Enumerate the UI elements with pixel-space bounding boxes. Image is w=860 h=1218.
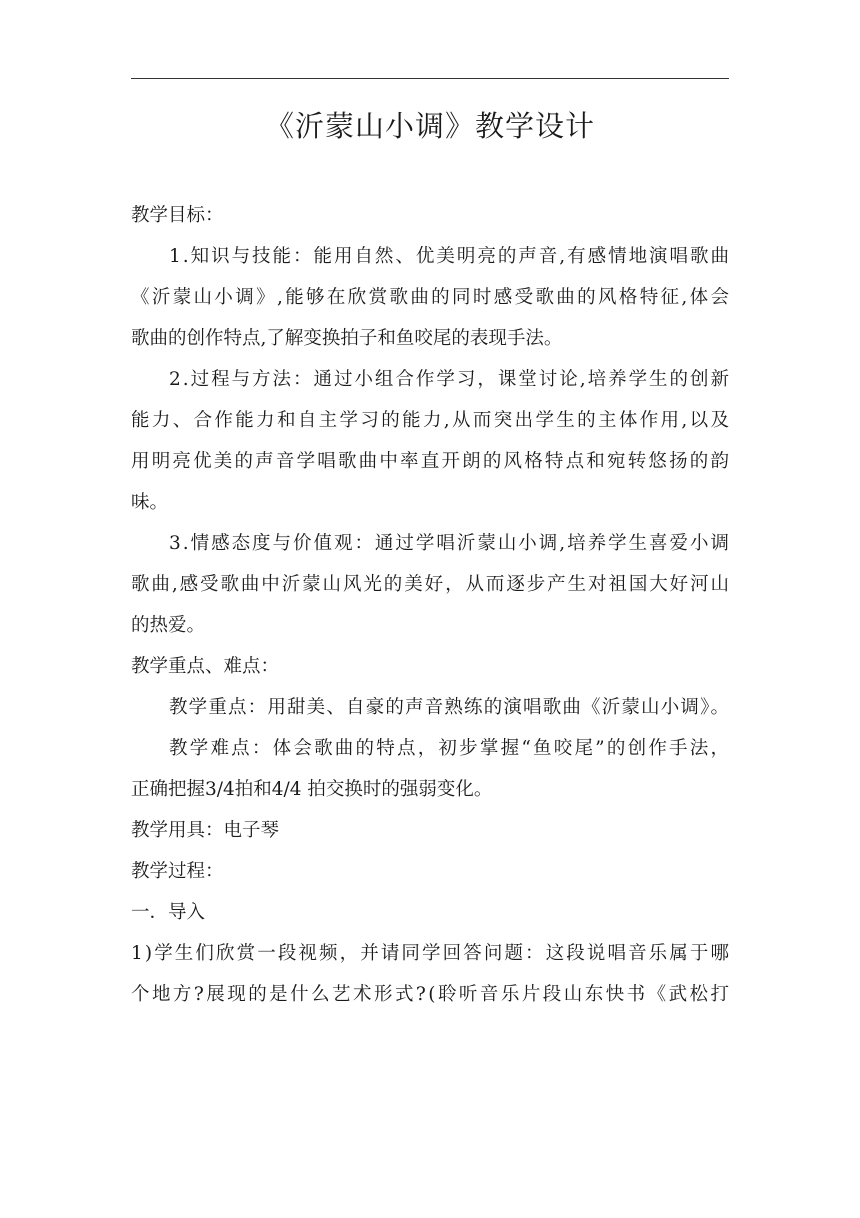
text-line: 歌曲的创作特点,了解变换拍子和鱼咬尾的表现手法。 xyxy=(131,328,563,349)
text-line: 教学用具：电子琴 xyxy=(131,820,280,841)
text-line: 教学重点：用甜美、自豪的声音熟练的演唱歌曲《沂蒙山小调》。 xyxy=(169,697,731,718)
text-line: 1)学生们欣赏一段视频，并请同学回答问题：这段说唱音乐属于哪 xyxy=(131,943,732,964)
text-line: 教学难点：体会歌曲的特点，初步掌握“鱼咬尾”的创作手法， xyxy=(169,738,732,759)
text-line: 个地方?展现的是什么艺术形式?(聆听音乐片段山东快书《武松打 xyxy=(131,984,732,1005)
header-rule xyxy=(131,78,729,79)
text-line: 一．导入 xyxy=(131,902,206,923)
text-line: 能力、合作能力和自主学习的能力,从而突出学生的主体作用,以及 xyxy=(131,410,732,431)
text-line: 教学过程： xyxy=(131,861,224,882)
text-line: 3.情感态度与价值观：通过学唱沂蒙山小调,培养学生喜爱小调 xyxy=(169,533,731,554)
text-line: 歌曲,感受歌曲中沂蒙山风光的美好，从而逐步产生对祖国大好河山 xyxy=(131,574,731,595)
text-line: 味。 xyxy=(131,492,169,513)
text-line: 教学重点、难点： xyxy=(131,656,280,677)
text-line: 1.知识与技能：能用自然、优美明亮的声音,有感情地演唱歌曲 xyxy=(169,246,731,267)
text-line: 正确把握3/4拍和4/4 拍交换时的强弱变化。 xyxy=(131,779,493,800)
text-line: 的热爱。 xyxy=(131,615,206,636)
text-line: 教学目标： xyxy=(131,205,224,226)
document-body xyxy=(131,195,732,1015)
text-line: 2.过程与方法：通过小组合作学习，课堂讨论,培养学生的创新 xyxy=(169,369,731,390)
document-title: 《沂蒙山小调》教学设计 xyxy=(264,109,595,143)
text-line: 《沂蒙山小调》,能够在欣赏歌曲的同时感受歌曲的风格特征,体会 xyxy=(131,287,732,308)
text-line: 用明亮优美的声音学唱歌曲中率直开朗的风格特点和宛转悠扬的韵 xyxy=(131,451,732,472)
